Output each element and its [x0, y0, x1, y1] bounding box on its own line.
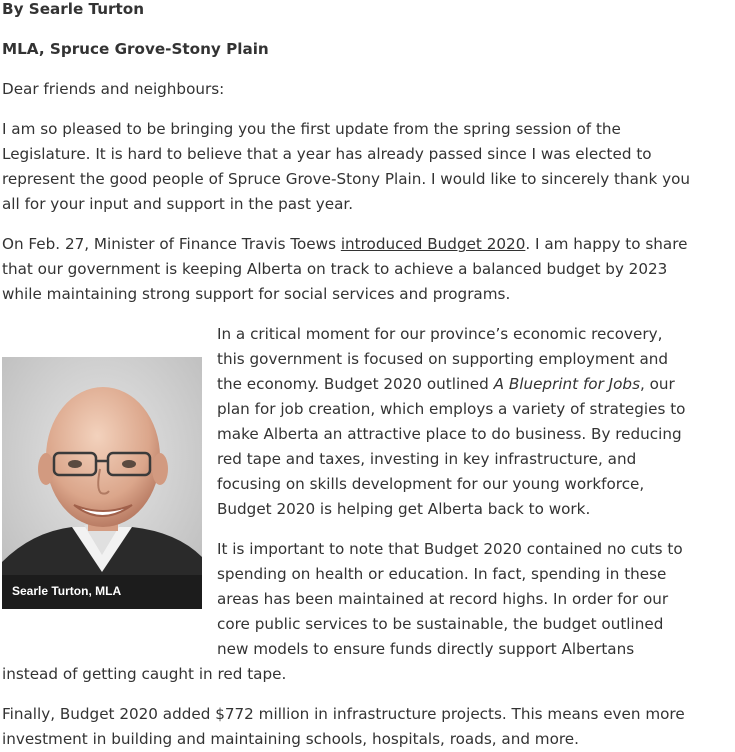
paragraph-4-block — [2, 537, 692, 687]
blueprint-for-jobs-title: A Blueprint for Jobs — [493, 375, 640, 393]
paragraph-2 — [2, 232, 692, 307]
greeting: Dear friends and neighbours: — [2, 80, 225, 98]
paragraph-3-text-a: In a critical moment for our province’s economic recovery, this government is focused on supporting employment and the economy. Budget 2020 outlined — [217, 325, 669, 393]
wrap-spacer — [2, 537, 217, 662]
paragraph-5: Finally, Budget 2020 added $772 million in infrastructure projects. This means even more investment in building and maintaining schools, hospitals, roads, and more. — [2, 705, 685, 748]
paragraph-3-text-b: , our plan for job creation, which employs a variety of strategies to make Alberta an attractive place to do business. By reducing red tape and taxes, investing in key infrastructure, and focusing on skills development for our young workforce, Budget 2020 is helping get Alberta back to work. — [217, 375, 686, 518]
paragraph-2-text-b: . I am happy to share that our government is keeping Alberta on track to achieve a balanced budget by 2023 while maintaining strong support for social services and programs. — [2, 235, 688, 303]
paragraph-1: I am so pleased to be bringing you the first update from the spring session of the Legislature. It is hard to believe that a year has already passed since I was elected to represent the good people of Spruce Grove-Stony Plain. I would like to sincerely thank you all for your input and support in the past year. — [2, 120, 691, 213]
budget-2020-link[interactable]: introduced Budget 2020 — [340, 235, 526, 253]
byline-title: MLA, Spruce Grove-Stony Plain — [2, 40, 269, 58]
photo-caption: Searle Turton, MLA — [12, 584, 122, 598]
paragraph-4: It is important to note that Budget 2020 contained no cuts to spending on health or education. In fact, spending in these areas has been maintained at record highs. In order for our core public services to be sustainable, the budget outlined new models to ensure funds directly support Albertans instead of getting caught in red tape. — [2, 540, 683, 683]
paragraph-2-text-a: On Feb. 27, Minister of Finance Travis Toews — [2, 235, 341, 253]
byline-author: By Searle Turton — [2, 0, 145, 18]
